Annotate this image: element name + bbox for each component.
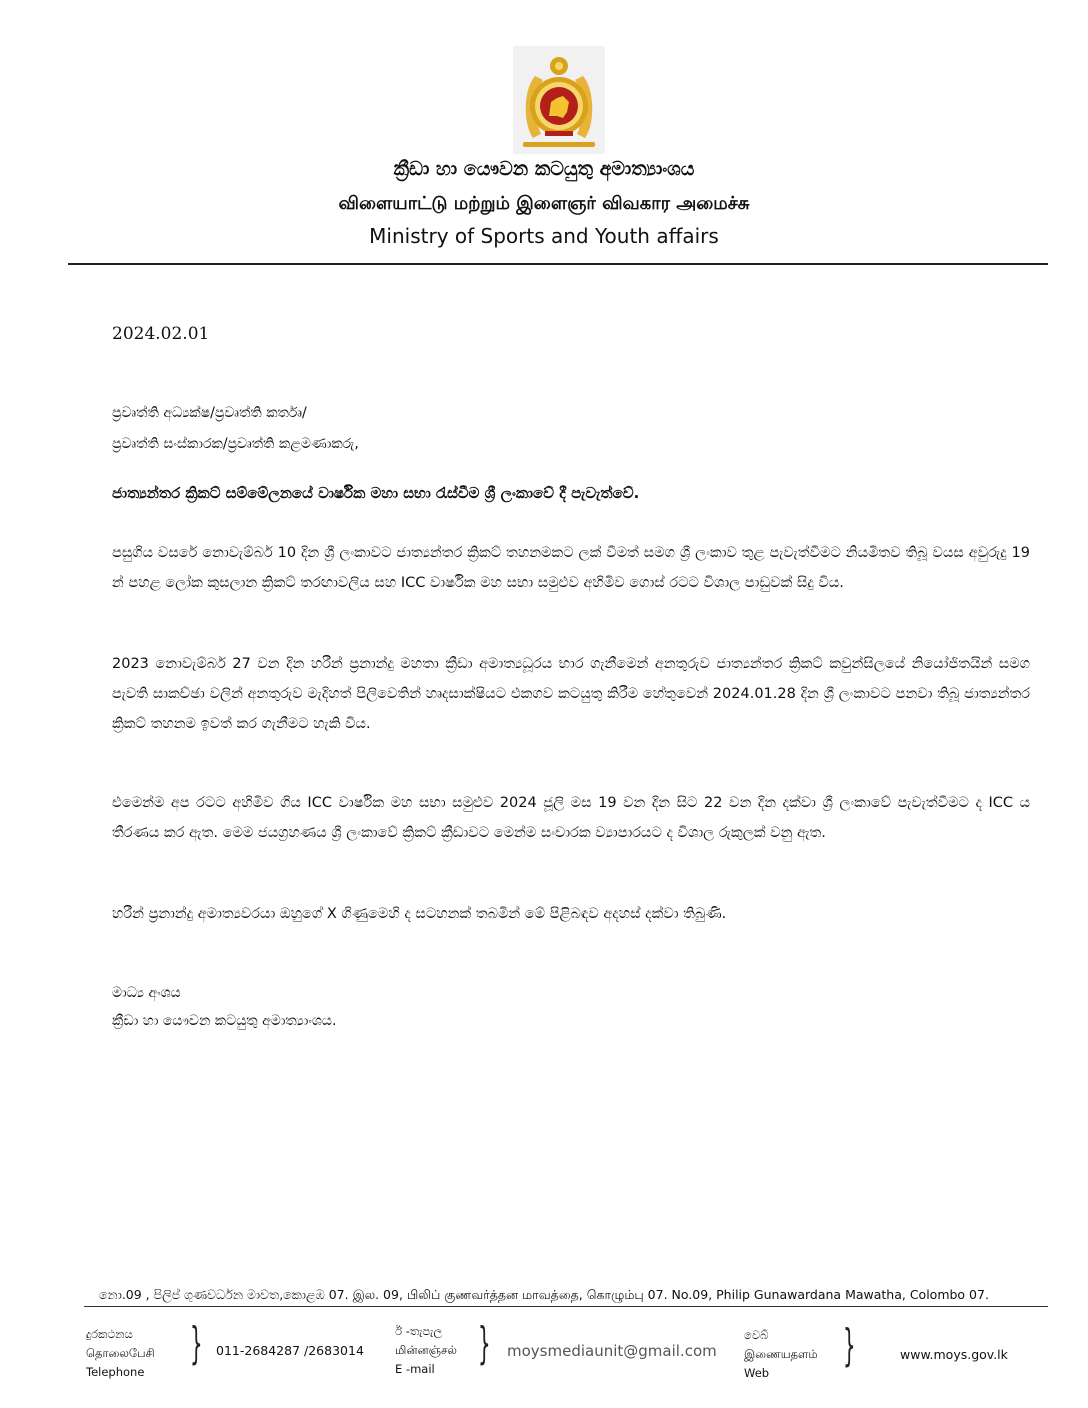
footer-divider [84, 1306, 1048, 1307]
ministry-name-tamil: விளையாட்டு மற்றும் இளைஞர் விவகார அமைச்சு [338, 193, 750, 214]
web-labels [744, 1326, 818, 1383]
body-paragraph-2: 2023 නොවැම්බර් 27 වන දින හරීන් ප්‍රනාන්දු මහතා ක්‍රීඩා අමාත්‍යධූරය භාර ගැනීමෙන් අනතුරුව ජාත්‍යන්තර ක්‍රිකට් කවුන්සිලයේ නියෝජිතයින් සමග පැවති සාකච්ඡා වලින් අනතුරුව මැදිහත් පිලිවෙතින් හෘදසාක්ෂියට එකගව කටයුතු කිරීම හේතුවෙන් 2024.01.28 දින ශ්‍රී ලංකාවට පනවා තිබූ ජාත්‍යන්තර ක්‍රිකට් තහනම ඉවත් කර ගැනීමට හැකි විය. [112, 656, 1030, 732]
ministry-name-english: Ministry of Sports and Youth affairs [369, 224, 719, 248]
footer-address: නො.09 , පිලිප් ගුණවර්ධන මාවත,කොළඹ 07. இல. 09, பிலிப் குணவர்த்தன மாவத்தை, கொழும்பு 07. No.09, Philip Gunawardana Mawatha, Colombo 07. [99, 1287, 989, 1302]
telephone-label-si: දුරකථනය [86, 1327, 133, 1341]
addressee-line-1: ප්‍රවෘත්ති අධ්‍යක්ෂ/ප්‍රවෘත්ති කර්තෘ/ [112, 405, 307, 421]
header-divider [68, 263, 1048, 265]
telephone-label-ta: தொலைபேசி [86, 1346, 155, 1360]
email-label-si: ඊ -තැපැල [395, 1324, 443, 1338]
signoff-division: මාධ්‍ය අංශය [112, 985, 181, 1001]
national-emblem [513, 46, 605, 154]
email-address-link[interactable]: moysmediaunit@gmail.com [507, 1342, 717, 1360]
website-link[interactable]: www.moys.gov.lk [900, 1347, 1008, 1362]
web-label-ta: இணையதளம் [744, 1347, 818, 1361]
signoff-ministry: ක්‍රීඩා හා යෞවන කටයුතු අමාත්‍යාංශය. [112, 1013, 337, 1029]
body-paragraph-4: හරීන් ප්‍රනාන්දු අමාත්‍යවරයා ඔහුගේ X ගිණුමෙහි ද සටහනක් තබමින් මේ පිළිබඳව අදහස් දක්වා තිබුණි. [112, 906, 727, 922]
body-paragraph-3: එමෙන්ම අප රටට අහිමිව ගිය ICC වාර්ෂික මහ සභා සමුළුව 2024 ජූලි මස 19 වන දින සිට 22 වන දින දක්වා ශ්‍රී ලංකාවේ පැවැත්වීමට ද ICC ය තීරණය කර ඇත. මෙම ජයග්‍රහණය ශ්‍රී ලංකාවේ ක්‍රිකට් ක්‍රීඩාවට මෙන්ම සංචාරක ව්‍යාපාරයට ද විශාල රුකුලක් වනු ඇත. [112, 795, 1030, 841]
email-brace: } [478, 1318, 491, 1369]
email-label-en: E -mail [395, 1362, 435, 1376]
email-labels [395, 1322, 457, 1379]
telephone-label-en: Telephone [86, 1365, 145, 1379]
press-release-headline: ජාත්‍යන්තර ක්‍රිකට් සම්මේලනයේ වාර්ෂික මහා සභා රැස්වීම ශ්‍රී ලංකාවේ දී පැවැත්වේ. [112, 484, 640, 502]
web-label-si: වෙබ් [744, 1328, 769, 1342]
ministry-name-sinhala: ක්‍රීඩා හා යෞවන කටයුතු අමාත්‍යාංශය [393, 158, 695, 180]
telephone-brace: } [190, 1318, 203, 1369]
telephone-number: 011-2684287 /2683014 [216, 1343, 364, 1358]
addressee-line-2: ප්‍රවෘත්ති සංස්කාරක/ප්‍රවෘත්ති කළමණාකරු, [112, 436, 359, 452]
email-label-ta: மின்னஞ்சல் [395, 1343, 457, 1357]
body-paragraph-1: පසුගිය වසරේ නොවැම්බර් 10 දින ශ්‍රී ලංකාවට ජාත්‍යන්තර ක්‍රිකට් තහනමකට ලක් වීමත් සමග ශ්‍රී ලංකාව තුළ පැවැත්වීමට නියමිතව තිබූ වයස අවුරුදු 19 න් පහළ ලෝක කුසලාන ක්‍රිකට් තරඟාවලිය සහ ICC වාර්ෂික මහ සභා සමුළුව අහිමිව ගොස් රටට විශාල පාඩුවක් සිදු විය. [112, 545, 1030, 591]
web-brace: } [843, 1320, 856, 1371]
telephone-labels [86, 1325, 155, 1382]
letter-date: 2024.02.01 [112, 324, 210, 344]
emblem-icon [513, 46, 605, 154]
web-label-en: Web [744, 1366, 770, 1380]
